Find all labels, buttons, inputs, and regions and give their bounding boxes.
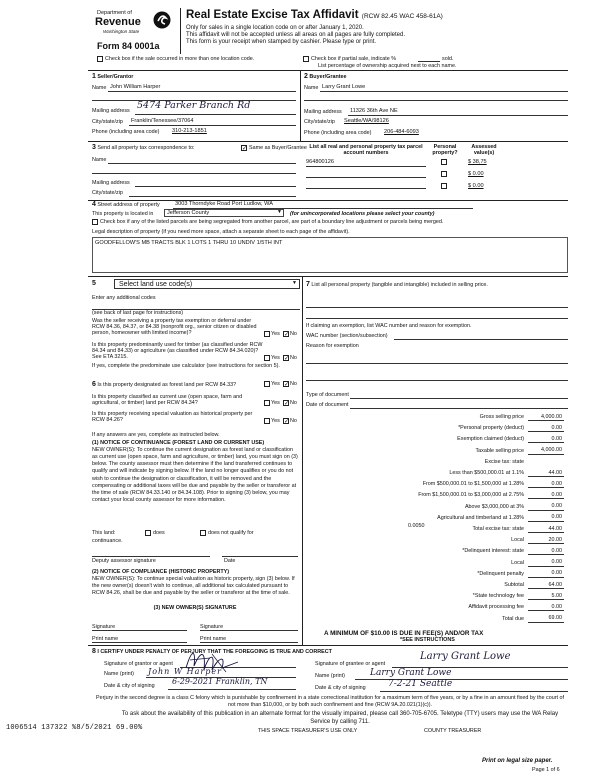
- check-mark-icon: ✓: [284, 382, 290, 388]
- corr-name-label: Name: [92, 157, 107, 163]
- tax-row-value[interactable]: 4,000.00: [541, 447, 562, 454]
- does-label: does: [153, 530, 165, 536]
- seller-mailing[interactable]: 5474 Parker Branch Rd: [137, 100, 251, 111]
- street-label: Street address of property: [97, 202, 160, 208]
- section-7-text: List all personal property (tangible and intangible) included in selling price.: [311, 282, 488, 288]
- document-date-field[interactable]: [350, 408, 568, 409]
- segregated-checkbox[interactable]: [92, 219, 98, 225]
- county-value: Jefferson County: [167, 210, 210, 216]
- exemption-no-checkbox[interactable]: [283, 331, 289, 337]
- tax-row-value[interactable]: 0.00: [551, 503, 562, 510]
- exemption-question: Was the seller receiving a property tax exemption or deferral under RCW 84.36, 84.37, or 84.38 (nonprofit org., senior citizen or disabled person, homeowner with limited income)?: [92, 318, 257, 337]
- tax-row-label: Subtotal: [504, 582, 524, 588]
- section-3-text: Send all property tax correspondence to:: [97, 145, 195, 151]
- tax-row-underline: [528, 577, 564, 578]
- assessed-value-header: Assessed value(s): [471, 144, 497, 157]
- local-rate: 0.0050: [408, 523, 425, 529]
- tax-row-label: From $1,500,000.01 to $3,000,000 at 2.75%: [418, 492, 524, 499]
- seller-name-label: Name: [92, 85, 107, 91]
- notice-1-text: NEW OWNER(S): To continue the current designation as forest land or classification as current use (open space, farm and agriculture, or timber) land, you must sign on (3) below. The county assessor must then determine if the land transferred continues to qualify and will indicate by signing below. If the land no longer qualifies or you do not wish to continue the designation or classification, it will be removed and the compensating or additional taxes will be due and payable by the seller or transferor at the time of sale (RCW 84.33.140 or 84.34.108). Prior to signing (3) below, you may contact your local county assessor for more information.: [92, 447, 298, 503]
- tax-row-underline: [528, 442, 564, 443]
- personal-property-header: Personal property?: [432, 144, 458, 157]
- seller-phone-label: Phone (including area code): [92, 129, 160, 135]
- county-note: (for unincorporated locations please select your county): [290, 211, 435, 217]
- does-not-checkbox[interactable]: [200, 530, 206, 536]
- grantee-date-city[interactable]: 7-2-21 Seattle: [388, 679, 453, 689]
- buyer-phone-label: Phone (including area code): [304, 130, 372, 136]
- located-label: This property is located in: [92, 211, 154, 217]
- county-treasurer-label: COUNTY TREASURER: [424, 728, 482, 734]
- tax-row-label: Local: [511, 537, 524, 544]
- personal-property-checkbox[interactable]: [441, 171, 447, 177]
- buyer-phone[interactable]: 206-484-6093: [384, 129, 419, 135]
- no-label: No: [290, 355, 297, 361]
- deputy-signature-label: Deputy assessor signature: [92, 558, 156, 564]
- land-use-select[interactable]: [114, 279, 300, 289]
- if-yes-label: If any answers are yes, complete as instructed below.: [92, 432, 220, 438]
- tax-row-value[interactable]: 0.00: [551, 547, 562, 554]
- forest-question: 6 Is this property designated as forest land per RCW 84.33?: [92, 381, 237, 388]
- does-checkbox[interactable]: [145, 530, 151, 536]
- grantor-signature-label: Signature of grantor or agent: [104, 661, 173, 667]
- partial-percent-field[interactable]: [418, 55, 440, 62]
- parcel-header: List all real and personal property tax parcel account numbers: [309, 144, 423, 157]
- see-back-label: (see back of last page for instructions): [92, 310, 184, 316]
- tax-row-label: *Personal property (deduct): [458, 425, 524, 432]
- tax-row-label: Taxable selling price: [475, 447, 524, 454]
- timber-no-checkbox[interactable]: [283, 355, 289, 361]
- tax-row-underline: [528, 498, 564, 499]
- grantor-date-city[interactable]: 6-29-2021 Franklin, TN: [172, 677, 268, 686]
- check-mark-icon: ✓: [284, 356, 290, 362]
- tax-row-value[interactable]: 0.00: [551, 603, 562, 610]
- tax-row-value[interactable]: 0.00: [551, 514, 562, 521]
- wac-instructions: If claiming an exemption, list WAC number and reason for exemption.: [306, 323, 472, 329]
- multi-location-label: Check box if the sale occurred in more than one location code.: [105, 56, 255, 62]
- grantor-name-label: Name (print): [104, 671, 134, 677]
- wac-number-field[interactable]: [394, 339, 568, 340]
- perjury-notice: [92, 695, 568, 709]
- timber-note: If yes, complete the predominate use calculator (see instructions for section 5).: [92, 363, 280, 369]
- tax-row-label: From $500,000.01 to $1,500,000 at 1.28%: [422, 481, 524, 488]
- corr-city-label: City/state/zip: [92, 190, 123, 196]
- buyer-name-label: Name: [304, 85, 319, 91]
- historic-question: Is this property receiving special valuation as historical property per RCW 84.26?: [92, 411, 253, 424]
- tax-row-value[interactable]: 69.00: [548, 615, 562, 622]
- assessed-value[interactable]: $ 0.00: [468, 183, 484, 189]
- tax-row-label: Excise tax: state: [484, 458, 524, 465]
- dept-of-label: Department of: [97, 10, 132, 16]
- timber-question: Is this property predominantly used for timber (as classified under RCW 84.34 and 84.33) or agriculture (as classified under RCW 84.34.020)? See ETA 3215.: [92, 342, 263, 361]
- dept-state: Washington State: [103, 29, 140, 34]
- current-use-no-checkbox[interactable]: [283, 400, 289, 406]
- form-number: Form 84 0001a: [97, 41, 160, 51]
- tax-row-underline: [528, 532, 564, 533]
- current-use-question: Is this property classified as current use (open space, farm and agricultural, or timber) land per RCW 84.34?: [92, 394, 243, 407]
- grantee-date-label: Date & city of signing: [315, 685, 366, 691]
- grantor-date-label: Date & city of signing: [104, 683, 155, 689]
- assessed-value[interactable]: $ 38,75: [468, 159, 487, 165]
- historic-no-checkbox[interactable]: [283, 418, 289, 424]
- minimum-due-note: A MINIMUM OF $10.00 IS DUE IN FEE(S) AND/OR TAX: [324, 630, 484, 637]
- tax-row-value[interactable]: 0.00: [551, 424, 562, 431]
- section-2-heading: 2 Buyer/Grantee: [304, 73, 347, 80]
- assessed-value[interactable]: $ 0.00: [468, 171, 484, 177]
- chevron-down-icon: ▼: [277, 209, 282, 215]
- header-line-3-text: This form is your receipt when stamped by cashier. Please type or print.: [186, 39, 377, 45]
- tax-row-label: Gross selling price: [479, 414, 524, 420]
- no-label: No: [290, 418, 297, 424]
- segregated-label: Check box if any of the listed parcels are being segregated from another parcel, are part of a boundary line adjustment or parcels being merged.: [100, 219, 444, 225]
- tax-row-underline: [528, 454, 564, 455]
- seller-city-label: City/state/zip: [92, 119, 123, 125]
- forest-question-text: Is this property designated as forest land per RCW 84.33?: [97, 382, 237, 388]
- tax-row-underline: [528, 521, 564, 522]
- document-type-label: Type of document: [306, 392, 349, 398]
- certify-statement: 8 I CERTIFY UNDER PENALTY OF PERJURY THAT THE FOREGOING IS TRUE AND CORRECT: [92, 648, 332, 655]
- tax-row-value[interactable]: 44.00: [548, 469, 562, 476]
- tax-row-label: Exemption claimed (deduct): [457, 436, 524, 443]
- tax-row-underline: [528, 588, 564, 589]
- tax-row-label: Local: [511, 559, 524, 566]
- grantor-name[interactable]: John W Harper: [148, 667, 222, 676]
- tax-row-value[interactable]: 5.00: [551, 592, 562, 599]
- current-use-yes-checkbox[interactable]: [264, 400, 270, 406]
- grantee-name[interactable]: Larry Grant Lowe: [370, 668, 452, 678]
- legal-description: GOODFELLOW'S MB TRACTS BLK 1 LOTS 1 THRU 10 UNDIV 1/5TH INT: [95, 240, 283, 246]
- tax-row-underline: [528, 610, 564, 611]
- personal-property-checkbox[interactable]: [441, 183, 447, 189]
- continuance-label: continuance.: [92, 538, 123, 544]
- grantee-signature-label: Signature of grantee or agent: [315, 661, 386, 667]
- buyer-mailing-label: Mailing address: [304, 109, 342, 115]
- form-title-text: Real Estate Excise Tax Affidavit: [186, 9, 359, 21]
- forest-no-checkbox[interactable]: [283, 381, 289, 387]
- parcel-number[interactable]: 964800126: [306, 159, 334, 165]
- tax-row-label: Above $3,000,000 at 3%: [464, 503, 524, 510]
- notice-2-text: NEW OWNER(S): To continue special valuation as historic property, sign (3) below. If the new owner(s) doesn't wish to continue, all additional tax calculated pursuant to RCW 84.26, shall be due and payable by the seller or transferor at the time of sale.: [92, 576, 295, 597]
- tax-row-value[interactable]: 0.00: [551, 435, 562, 442]
- treasurer-use-label: THIS SPACE TREASURER'S USE ONLY: [258, 728, 358, 734]
- partial-note: List percentage of ownership acquired next to each name.: [318, 63, 457, 69]
- form-title: [186, 9, 443, 22]
- seller-name[interactable]: John William Harper: [110, 84, 161, 90]
- chevron-down-icon: ▼: [292, 280, 297, 286]
- dor-seal-icon: [153, 11, 171, 29]
- tax-row-underline: [528, 510, 564, 511]
- partial-sale-label: Check box if partial sale, indicate %: [311, 56, 397, 62]
- does-not-label: does not qualify for: [208, 530, 254, 536]
- document-type-field[interactable]: [350, 398, 568, 399]
- seller-heading: Seller/Grantor: [97, 74, 134, 80]
- section-4-heading: 4 Street address of property: [92, 201, 160, 208]
- yes-label: Yes: [271, 381, 280, 387]
- new-owner-print-label: Print name: [200, 636, 227, 642]
- tax-row-underline: [528, 554, 564, 555]
- land-use-select-label: Select land use code(s): [119, 281, 193, 288]
- check-mark-icon: ✓: [242, 146, 248, 152]
- seller-city[interactable]: Franklin/Tenessee/37064: [131, 118, 194, 124]
- no-label: No: [290, 331, 297, 337]
- tax-row-label: Agricultural and timberland at 1.28%: [437, 514, 524, 521]
- dor-logo: [95, 9, 179, 43]
- cashier-stamp: 1006514 137322 %8/5/2021 69.00%: [6, 724, 143, 732]
- check-mark-icon: ✓: [284, 419, 290, 425]
- new-owner-sig-title: (3) NEW OWNER(S) SIGNATURE: [153, 605, 237, 611]
- tax-row-value[interactable]: 4,000.00: [541, 413, 562, 420]
- section-1-heading: 1 Seller/Grantor: [92, 73, 134, 80]
- header-line-3: [186, 39, 376, 46]
- tax-row-value[interactable]: 0.00: [551, 491, 562, 498]
- section-3-heading: 3 Send all property tax correspondence to:: [92, 144, 195, 151]
- additional-codes-label: Enter any additional codes: [92, 295, 156, 301]
- tax-row-label: Affidavit processing fee: [468, 604, 524, 611]
- buyer-name[interactable]: Larry Grant Lowe: [322, 84, 366, 90]
- header-line-1: Only for sales in a single location code on or after January 1, 2020.: [186, 25, 364, 31]
- legal-label: Legal description of property (if you need more space, attach a separate sheet to each page of the affidavit).: [92, 229, 350, 235]
- perjury-text: Perjury in the second degree is a class C felony which is punishable by confinement in a state correctional institution for a maximum term of five years, or by a fine in an amount fixed by the court of not more than $10,000, or by both such confinement and fine (RCW 9A.20.021(1)(c)).: [95, 695, 565, 709]
- tax-row-value[interactable]: 0.00: [551, 480, 562, 487]
- new-owner-signature-label: Signature: [200, 624, 224, 630]
- dept-name: Revenue: [95, 16, 141, 28]
- tax-row-label: Total due: [502, 615, 524, 622]
- new-owner-print-label: Print name: [92, 636, 119, 642]
- this-land-label: This land:: [92, 530, 116, 536]
- grantee-signature[interactable]: Larry Grant Lowe: [420, 651, 511, 662]
- partial-sale-checkbox[interactable]: [303, 56, 309, 62]
- tax-row-label: Total excise tax: state: [472, 526, 524, 532]
- tax-row-underline: [528, 487, 564, 488]
- tax-row-label: Less than $500,000.01 at 1.1%: [449, 470, 524, 476]
- tax-row-underline: [528, 420, 564, 421]
- county-select[interactable]: [164, 209, 284, 217]
- tax-row-underline: [528, 543, 564, 544]
- no-label: No: [290, 381, 297, 387]
- buyer-city-label: City/state/zip: [304, 119, 335, 125]
- legal-size-note: Print on legal size paper.: [482, 758, 553, 764]
- tax-row-value[interactable]: 44.00: [548, 525, 562, 532]
- tax-row-value[interactable]: 0.00: [551, 559, 562, 566]
- tax-row-value[interactable]: 20.00: [548, 536, 562, 543]
- tax-row-label: *State technology fee: [472, 593, 524, 600]
- certify-text: I CERTIFY UNDER PENALTY OF PERJURY THAT THE FOREGOING IS TRUE AND CORRECT: [97, 649, 332, 655]
- document-date-label: Date of document: [306, 402, 349, 408]
- buyer-heading: Buyer/Grantee: [309, 74, 347, 80]
- buyer-city[interactable]: Seattle/WA/98126: [344, 118, 389, 124]
- tax-row-value[interactable]: 0.00: [551, 570, 562, 577]
- tax-row-underline: [528, 622, 564, 623]
- timber-yes-checkbox[interactable]: [264, 355, 270, 361]
- tax-row-label: *Delinquent penalty: [477, 570, 524, 577]
- reason-label: Reason for exemption: [306, 343, 359, 349]
- accessibility-notice: To ask about the availability of this publication in an alternate format for the visually impaired, please call 360-705-6705. Teletype (TTY) users may use the WA Relay Service by calling 711.: [121, 711, 559, 725]
- tax-row-value[interactable]: 64.00: [548, 581, 562, 588]
- wac-number-label: WAC number (section/subsection): [306, 333, 388, 339]
- deputy-date-label: Date: [224, 558, 236, 564]
- tax-row-underline: [528, 476, 564, 477]
- yes-label: Yes: [271, 355, 280, 361]
- grantee-name-label: Name (print): [315, 673, 345, 679]
- legal-description-box[interactable]: [92, 237, 568, 273]
- tax-row-label: *Delinquent interest: state: [462, 548, 524, 555]
- check-mark-icon: ✓: [284, 332, 290, 338]
- notice-1-title: (1) NOTICE OF CONTINUANCE (FOREST LAND OR CURRENT USE): [92, 440, 265, 446]
- no-label: No: [290, 400, 297, 406]
- yes-label: Yes: [271, 400, 280, 406]
- same-as-buyer-checkbox[interactable]: [241, 145, 247, 151]
- sold-label: sold.: [442, 56, 454, 62]
- notice-2-title: (2) NOTICE OF COMPLIANCE (HISTORIC PROPERTY): [92, 569, 230, 575]
- section-7-heading: 7 List all personal property (tangible and intangible) included in selling price.: [306, 281, 488, 288]
- same-as-buyer-label: Same as Buyer/Grantee: [249, 145, 307, 151]
- property-street[interactable]: 3003 Thorndyke Road Port Ludlow, WA: [175, 201, 273, 207]
- header-line-2: This affidavit will not be accepted unless all areas on all pages are fully completed.: [186, 32, 406, 38]
- corr-mailing-label: Mailing address: [92, 180, 130, 186]
- tax-row-underline: [528, 431, 564, 432]
- page-number: Page 1 of 6: [532, 767, 560, 773]
- see-instructions-note: *SEE INSTRUCTIONS: [400, 637, 455, 643]
- buyer-mailing[interactable]: 11326 36th Ave NE: [350, 108, 398, 114]
- section-5-number: 5: [92, 280, 96, 287]
- historic-yes-checkbox[interactable]: [264, 418, 270, 424]
- yes-label: Yes: [271, 418, 280, 424]
- form-rcw: (RCW 82.45 WAC 458-61A): [361, 13, 443, 20]
- new-owner-signature-label: Signature: [92, 624, 116, 630]
- yes-label: Yes: [271, 331, 280, 337]
- seller-phone[interactable]: 310-213-1851: [172, 128, 207, 134]
- exemption-yes-checkbox[interactable]: [264, 331, 270, 337]
- personal-property-checkbox[interactable]: [441, 159, 447, 165]
- multi-location-checkbox[interactable]: [97, 56, 103, 62]
- forest-yes-checkbox[interactable]: [264, 381, 270, 387]
- tax-row-underline: [528, 566, 564, 567]
- seller-mailing-label: Mailing address: [92, 108, 130, 114]
- check-mark-icon: ✓: [284, 401, 290, 407]
- tax-row-underline: [528, 599, 564, 600]
